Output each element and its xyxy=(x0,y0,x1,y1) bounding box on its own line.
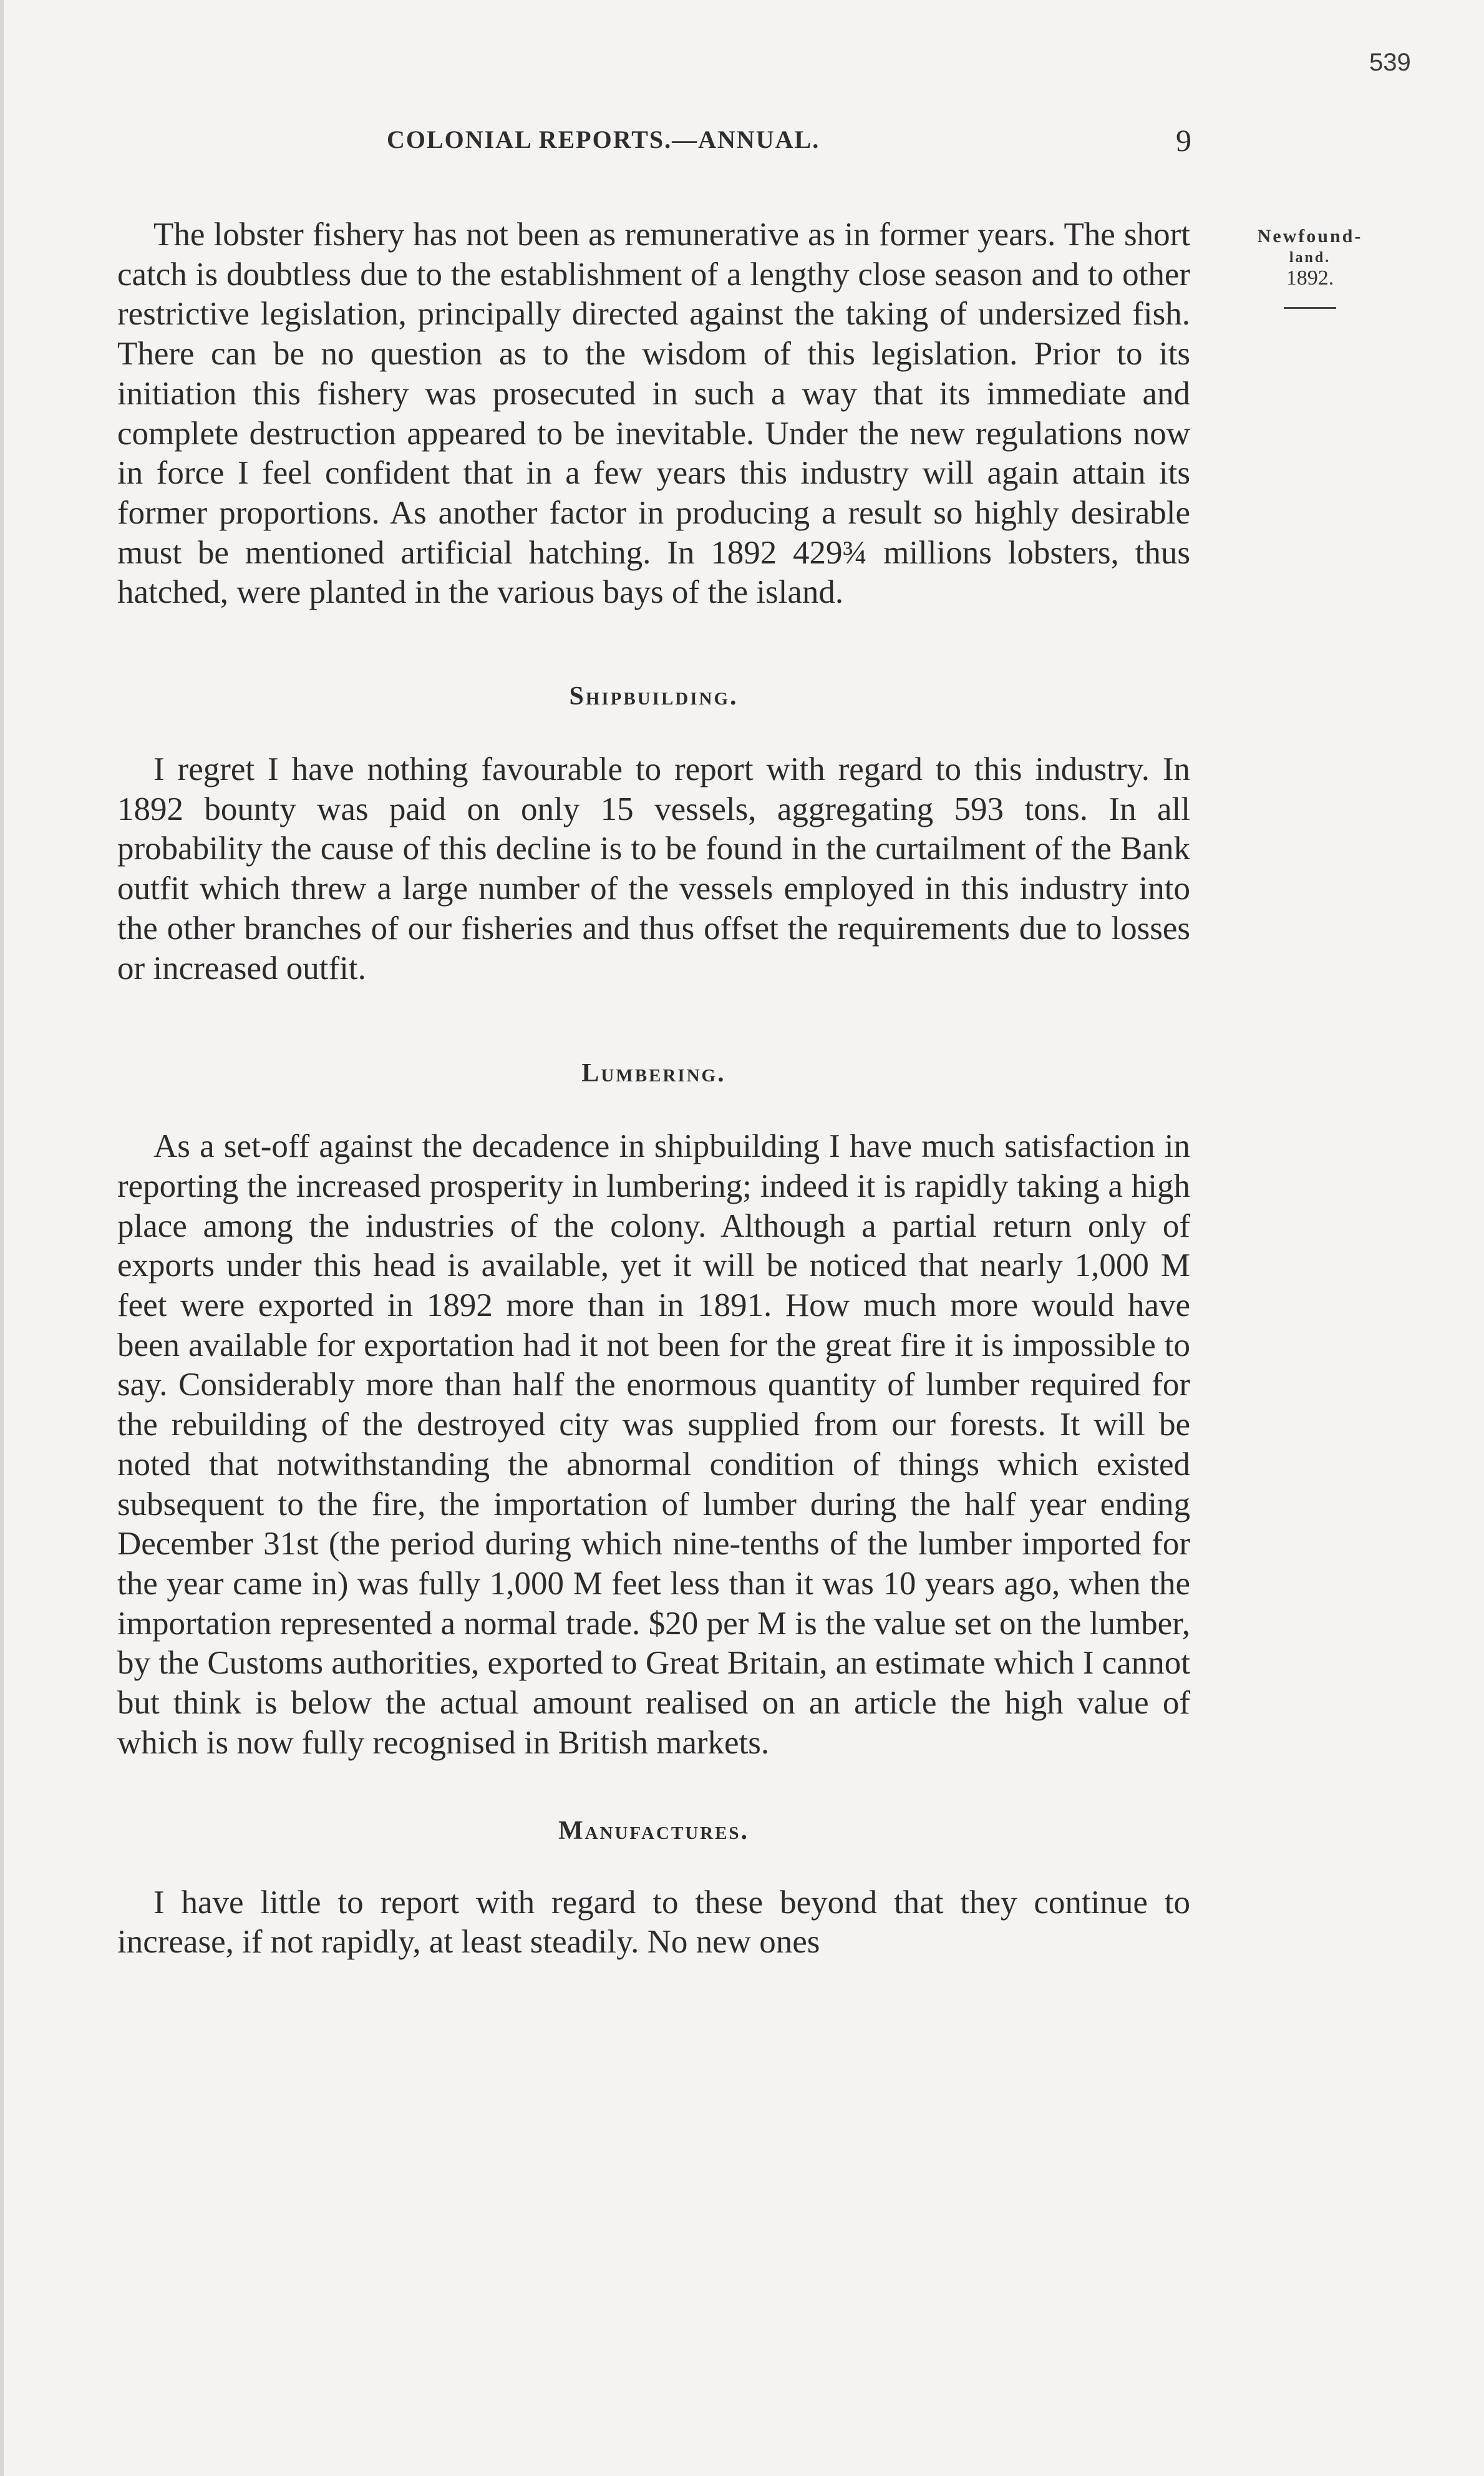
margin-note xyxy=(1216,225,1404,309)
body-text xyxy=(117,215,1190,1962)
page-number: 539 xyxy=(1369,49,1411,76)
margin-note-rule xyxy=(1284,307,1336,309)
paragraph-text: As a set-off against the decadence in shipbuilding I have much satisfaction in reporting the increased prosperity in lumbering; indeed it is rapidly taking a high place among the industries of the colony. Although a partial return only of exports under this head is available, yet it will be noticed that nearly 1,000 M feet were exported in 1892 more than in 1891. How much more would have been available for exportation had it not been for the great fire it is impossible to say. Considerably more than half the enormous quantity of lumber required for the rebuilding of the destroyed city was supplied from our forests. It will be noted that notwithstanding the abnormal condition of things which existed subsequent to the fire, the importation of lumber during the half year ending December 31st (the period during which nine-tenths of the lumber imported for the year came in) was fully 1,000 M feet less than it was 10 years ago, when the importation represented a normal trade. $20 per M is the value set on the lumber, by the Customs authorities, exported to Great Britain, an estimate which I cannot but think is below the actual amount realised on an article the high value of which is now fully recognised in British markets. xyxy=(117,1128,1190,1761)
paragraph-manufactures xyxy=(117,1883,1190,1962)
heading-lumbering: Lumbering. xyxy=(581,1059,726,1088)
running-head xyxy=(119,125,1191,162)
paragraph-lumbering xyxy=(117,1127,1190,1763)
paragraph-text: I regret I have nothing favourable to report with regard to this industry. In 1892 bounty was paid on only 15 vessels, aggregating 593 tons. In all probability the cause of this decline is to be found in the curtailment of the Bank outfit which threw a large number of the vessels employed in this industry into the other branches of our fisheries and thus offset the requirements due to losses or increased outfit. xyxy=(117,751,1190,987)
heading-shipbuilding: Shipbuilding. xyxy=(569,682,739,711)
paragraph-text: I have little to report with regard to these beyond that they continue to increase, if not rapidly, at least steadily. No new ones xyxy=(117,1884,1190,1961)
running-head-folio: 9 xyxy=(1176,123,1191,158)
running-head-title: COLONIAL REPORTS.—ANNUAL. xyxy=(387,125,820,154)
paragraph-lobster-fishery xyxy=(117,215,1190,613)
margin-note-line1: Newfound- xyxy=(1257,226,1363,246)
paragraph-shipbuilding xyxy=(117,750,1190,988)
paragraph-text: The lobster fishery has not been as remunerative as in former years. The short catch is doubtless due to the establishment of a lengthy close season and to other restrictive legislation, principally directed against the taking of undersized fish. There can be no question as to the wisdom of this legislation. Prior to its initiation this fishery was prosecuted in such a way that its immediate and complete destruction appeared to be inevitable. Under the new regulations now in force I feel confident that in a few years this industry will again attain its former proportions. As another factor in producing a result so highly desirable must be mentioned artificial hatching. In 1892 429¾ millions lobsters, thus hatched, were planted in the various bays of the island. xyxy=(117,217,1190,611)
margin-note-line3: 1892. xyxy=(1286,266,1334,290)
heading-manufactures: Manufactures. xyxy=(558,1816,750,1845)
margin-note-line2: land. xyxy=(1289,250,1331,266)
page-edge-shadow xyxy=(0,0,4,2476)
